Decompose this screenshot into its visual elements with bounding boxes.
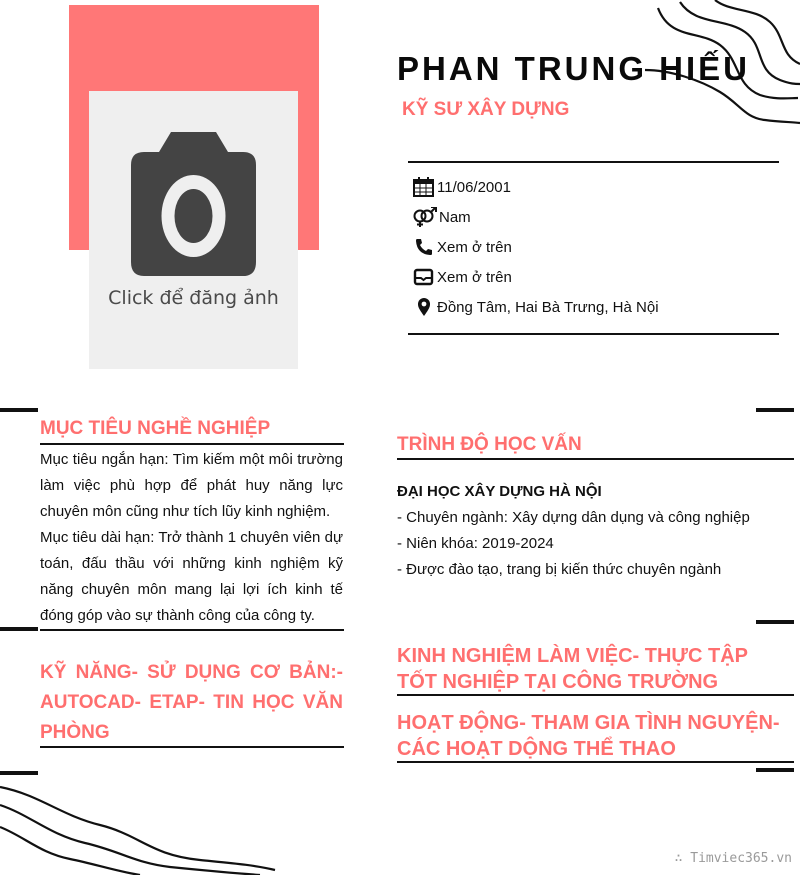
experience-title: KINH NGHIỆM LÀM VIỆC- THỰC TẬP TỐT NGHIỆP TẠI CÔNG TRƯỜNG: [397, 645, 748, 693]
section-marker: [756, 408, 794, 412]
section-marker: [756, 768, 794, 772]
divider: [40, 629, 344, 631]
address-row: [413, 296, 659, 318]
photo-upload[interactable]: [89, 91, 298, 369]
phone-value: Xem ở trên: [437, 238, 512, 256]
birthday-row: [413, 176, 511, 198]
objective-short-term: Mục tiêu ngắn hạn: Tìm kiếm một môi trường làm việc phù hợp để phát huy năng lực chuyên môn cũng như tích lũy kinh nghiệm.: [40, 451, 343, 520]
divider: [40, 746, 344, 748]
education-title: TRÌNH ĐỘ HỌC VẤN: [397, 434, 582, 455]
objective-title: MỤC TIÊU NGHỀ NGHIỆP: [40, 418, 271, 439]
education-training: - Được đào tạo, trang bị kiến thức chuyên ngành: [397, 561, 722, 578]
divider: [40, 443, 344, 445]
gender-icon: [413, 207, 437, 227]
job-title: KỸ SƯ XÂY DỰNG: [402, 99, 570, 120]
email-value: Xem ở trên: [437, 268, 512, 286]
section-marker: [756, 620, 794, 624]
divider: [397, 761, 794, 763]
divider: [397, 694, 794, 696]
decorative-waves-bottom: [0, 775, 280, 875]
gender-value: Nam: [439, 208, 471, 226]
skills-title: KỸ NĂNG- SỬ DỤNG CƠ BẢN:- AUTOCAD- ETAP- TIN HỌC VĂN PHÒNG: [40, 662, 343, 743]
activities-title: HOẠT ĐỘNG- THAM GIA TÌNH NGUYỆN- CÁC HOẠT DỘNG THỂ THAO: [397, 712, 780, 760]
objective-long-term: Mục tiêu dài hạn: Trở thành 1 chuyên viên dự toán, đấu thầu với những kinh nghiệm kỹ năng chuyên môn mang lại lợi ích kinh tế đóng góp vào sự thành công của công ty.: [40, 529, 343, 624]
address-value: Đồng Tâm, Hai Bà Trưng, Hà Nội: [437, 298, 659, 316]
section-marker: [0, 408, 38, 412]
candidate-name: PHAN TRUNG HIẾU: [397, 50, 751, 87]
birthday-value: 11/06/2001: [437, 178, 511, 196]
phone-icon: [413, 238, 435, 256]
envelope-icon: [413, 268, 435, 286]
email-row: [413, 266, 512, 288]
gender-row: [413, 206, 471, 228]
photo-caption: Click để đăng ảnh: [108, 287, 279, 309]
education-school: ĐẠI HỌC XÂY DỰNG HÀ NỘI: [397, 483, 602, 500]
section-marker: [0, 627, 38, 631]
section-marker: [0, 771, 38, 775]
education-major: - Chuyên ngành: Xây dựng dân dụng và công nghiệp: [397, 509, 750, 526]
education-years: - Niên khóa: 2019-2024: [397, 535, 554, 552]
divider: [408, 161, 779, 163]
objective-body: [40, 447, 343, 629]
watermark: ∴ Timviec365.vn: [674, 851, 792, 866]
phone-row: [413, 236, 512, 258]
camera-icon: [131, 132, 256, 276]
divider: [408, 333, 779, 335]
map-pin-icon: [413, 297, 435, 317]
calendar-icon: [413, 177, 435, 197]
divider: [397, 458, 794, 460]
